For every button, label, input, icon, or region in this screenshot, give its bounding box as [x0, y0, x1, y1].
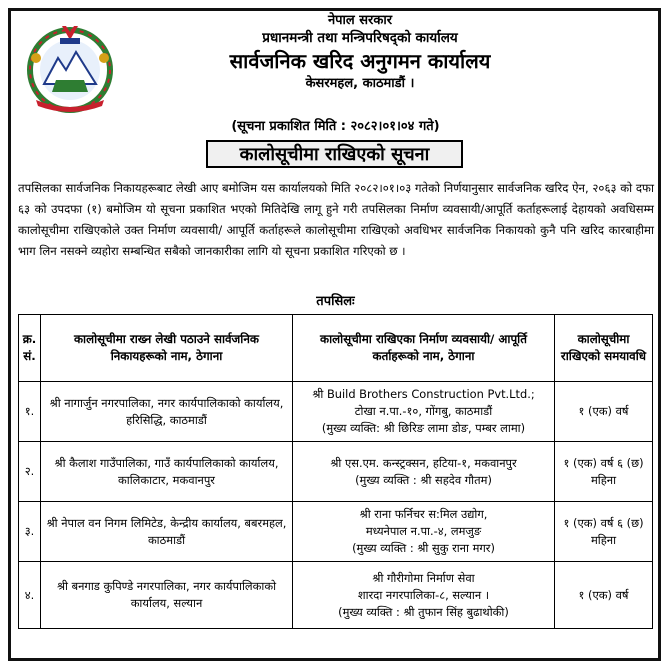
- firm-cell: [293, 502, 555, 562]
- public-body-cell: श्री नागार्जुन नगरपालिका, नगर कार्यपालिकाको कार्यालय, हरिसिद्धि, काठमाडौं: [41, 382, 293, 442]
- header-public-body: कालोसूचीमा राख्न लेखी पठाउने सार्वजनिक निकायहरूको नाम, ठेगाना: [41, 315, 293, 382]
- table-header-row: [19, 315, 653, 382]
- firm-name: श्री एस.एम. कन्स्ट्रक्सन, हटिया-१, मकवानपुर: [330, 455, 517, 470]
- firm-key-person: (मुख्य व्यक्ति: श्री छिरिङ लामा डोङ, पम्बर लामा): [321, 421, 526, 435]
- serial-cell: ४.: [19, 562, 41, 629]
- firm-name: श्री Build Brothers Construction Pvt.Ltd.;: [312, 387, 535, 401]
- firm-cell: [293, 442, 555, 502]
- table-row: [19, 442, 653, 502]
- firm-key-person: (मुख्य व्यक्ति : श्री सहदेव गौतम): [355, 472, 492, 487]
- firm-cell: [293, 382, 555, 442]
- period-cell: १ (एक) वर्ष: [555, 382, 653, 442]
- notice-body-text: तपसिलका सार्वजनिक निकायहरूबाट लेखी आए बमोजिम यस कार्यालयको मिति २०८२।०१।०३ गतेको निर्णयानुसार सार्वजनिक खरिद ऐन, २०६३ को दफा ६३ को उपदफा (१) बमोजिम यो सूचना प्रकाशित भएको मितिदेखि लागू हुने गरी तपसिलका निर्माण व्यवसायी/आपूर्ति कर्ताहरूलाई देहायको अवधिसम्म कालोसूचीमा राखिएकोले उक्त निर्माण व्यवसायी/ आपूर्ति कर्ताहरूले कालोसूचीमा राखिएको अवधिभर सार्वजनिक निकायको कुनै पनि खरिद कारबाहीमा भाग लिन नसक्ने व्यहोरा सम्बन्धित सबैको जानकारीका लागि यो सूचना प्रकाशित गरिएको छ ।: [18, 181, 654, 258]
- public-body-cell: श्री कैलाश गाउँपालिका, गाउँ कार्यपालिकाको कार्यालय, कालिकाटार, मकवानपुर: [41, 442, 293, 502]
- public-body-cell: श्री बनगाड कुपिण्डे नगरपालिका, नगर कार्यपालिकाको कार्यालय, सल्यान: [41, 562, 293, 629]
- serial-cell: ३.: [19, 502, 41, 562]
- notice-title: कालोसूचीमा राखिएको सूचना: [206, 140, 463, 168]
- firm-address: टोखा न.पा.-१०, गोंगबु, काठमाडौं: [354, 404, 493, 418]
- firm-cell: [293, 562, 555, 629]
- table-row: [19, 502, 653, 562]
- firm-name: श्री गौरीगोमा निर्माण सेवा: [372, 570, 475, 585]
- firm-key-person: (मुख्य व्यक्ति : श्री सुकु राना मगर): [352, 541, 495, 555]
- office-header: [140, 12, 580, 93]
- serial-cell: २.: [19, 442, 41, 502]
- government-name: नेपाल सरकार: [327, 13, 393, 28]
- header-period: कालोसूचीमा राखिएको समयावधि: [555, 315, 653, 382]
- serial-cell: १.: [19, 382, 41, 442]
- nepal-government-emblem-icon: [22, 18, 118, 114]
- header-firm: कालोसूचीमा राखिएका निर्माण व्यवसायी/ आपूर्ति कर्ताहरूको नाम, ठेगाना: [293, 315, 555, 382]
- firm-key-person: (मुख्य व्यक्ति : श्री तुफान सिंह बुढाथोकी): [338, 604, 509, 619]
- firm-address: मध्यनेपाल न.पा.-४, लमजुङ: [365, 524, 482, 538]
- publication-date: (सूचना प्रकाशित मिति : २०८२।०१।०४ गते): [231, 119, 440, 134]
- office-address: केसरमहल, काठमाडौं ।: [305, 76, 415, 91]
- period-cell: १ (एक) वर्ष ६ (छ) महिना: [555, 502, 653, 562]
- blacklist-table: [18, 314, 653, 629]
- header-serial: क्र. सं.: [19, 315, 41, 382]
- ministry-name: प्रधानमन्त्री तथा मन्त्रिपरिषद्को कार्यालय: [262, 30, 458, 46]
- period-cell: १ (एक) वर्ष ६ (छ) महिना: [555, 442, 653, 502]
- office-name: सार्वजनिक खरिद अनुगमन कार्यालय: [229, 49, 491, 73]
- schedule-heading: तपसिलः: [316, 294, 355, 309]
- public-body-cell: श्री नेपाल वन निगम लिमिटेड, केन्द्रीय कार्यालय, बबरमहल, काठमाडौं: [41, 502, 293, 562]
- table-row: [19, 382, 653, 442]
- firm-name: श्री राना फर्निचर स:मिल उद्योग,: [359, 507, 488, 521]
- firm-address: शारदा नगरपालिका-८, सल्यान ।: [357, 587, 490, 602]
- period-cell: १ (एक) वर्ष: [555, 562, 653, 629]
- table-row: [19, 562, 653, 629]
